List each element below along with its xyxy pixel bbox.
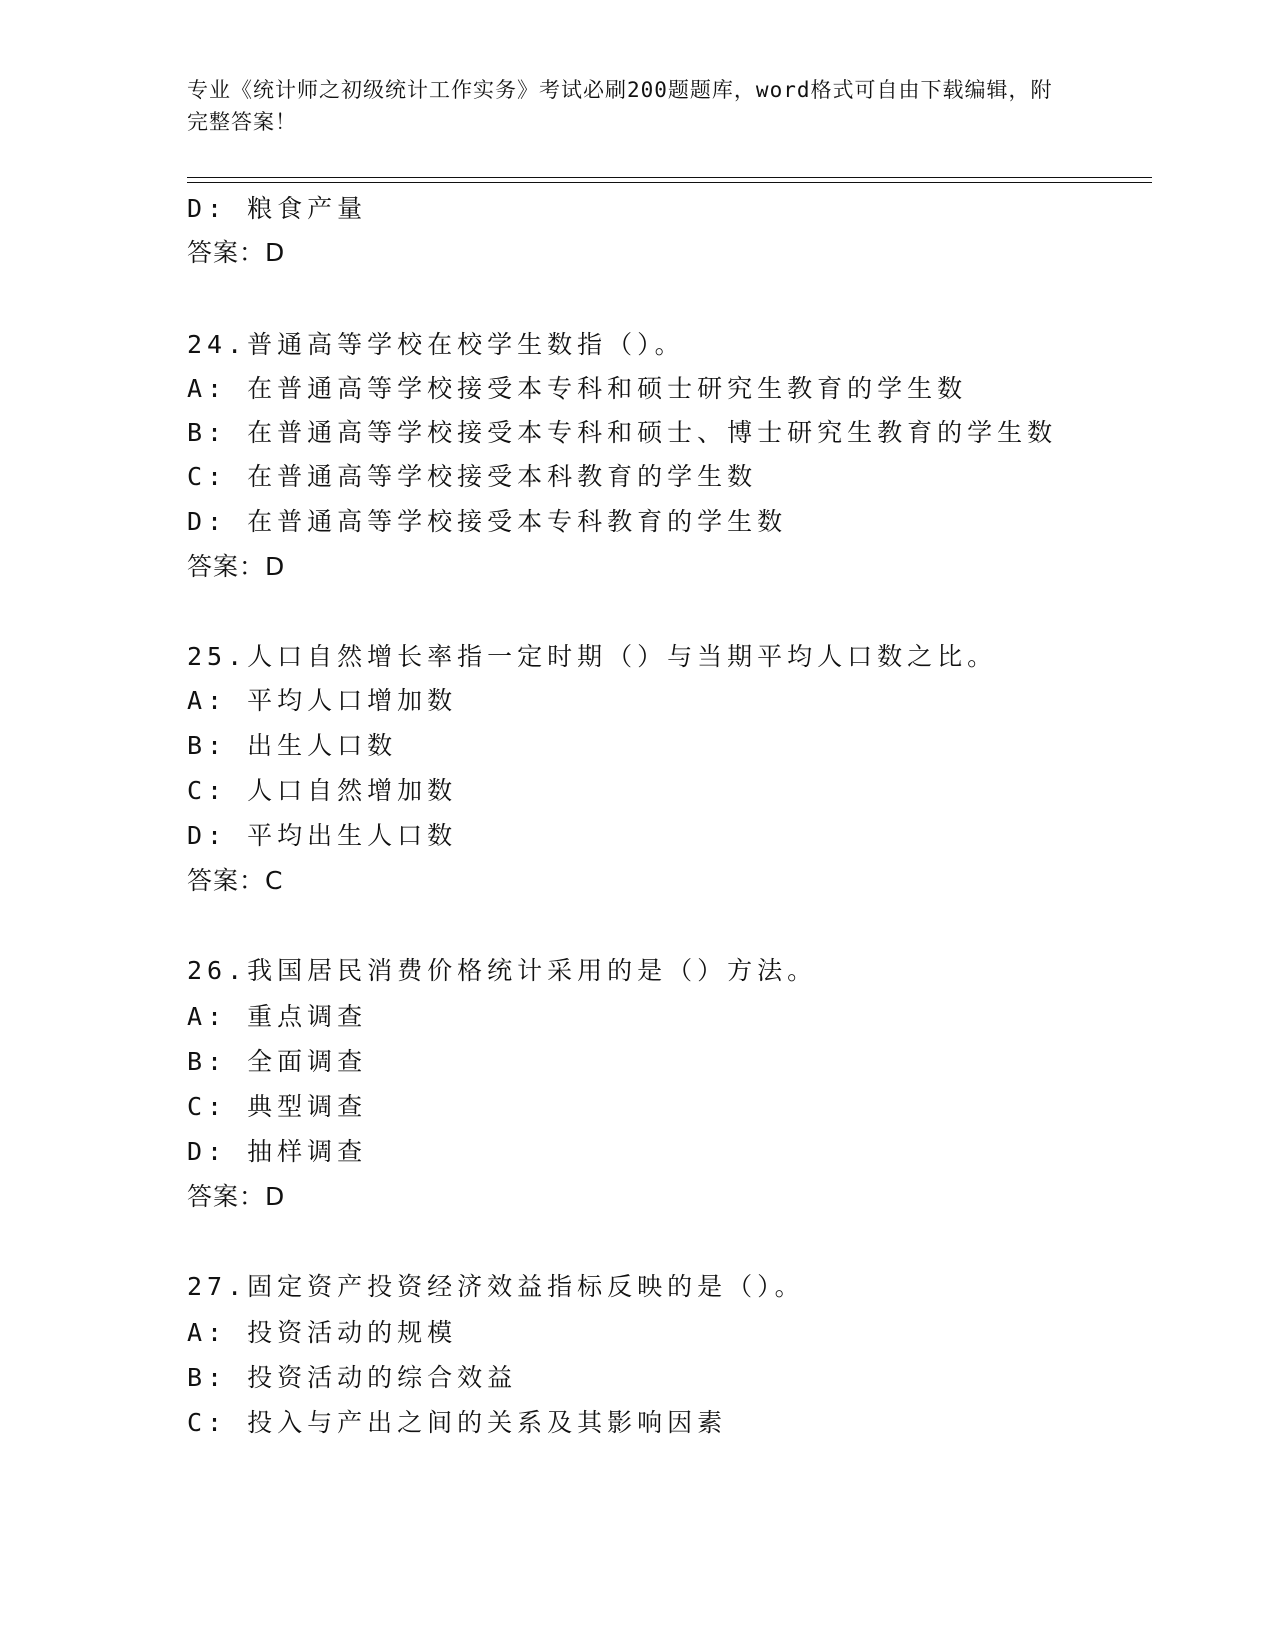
question-24-answer: 答案：D (187, 552, 286, 581)
question-26-answer: 答案：D (187, 1182, 286, 1211)
question-25-option-c: C: 人口自然增加数 (187, 776, 458, 805)
question-27-option-c: C: 投入与产出之间的关系及其影响因素 (187, 1408, 728, 1437)
question-26-option-c: C: 典型调查 (187, 1092, 368, 1121)
question-25-stem: 25.人口自然增长率指一定时期（）与当期平均人口数之比。 (187, 642, 998, 671)
question-24-option-c: C: 在普通高等学校接受本科教育的学生数 (187, 462, 758, 491)
question-26-option-d: D: 抽样调查 (187, 1137, 368, 1166)
question-27-option-b: B: 投资活动的综合效益 (187, 1363, 518, 1392)
question-27-option-a: A: 投资活动的规模 (187, 1318, 458, 1347)
question-25-option-b: B: 出生人口数 (187, 731, 398, 760)
prev-answer: 答案：D (187, 238, 286, 267)
question-26-option-a: A: 重点调查 (187, 1002, 368, 1031)
question-24-option-d: D: 在普通高等学校接受本专科教育的学生数 (187, 507, 788, 536)
question-24-stem: 24.普通高等学校在校学生数指（）。 (187, 330, 685, 359)
header-divider-top (187, 177, 1152, 178)
question-26-option-b: B: 全面调查 (187, 1047, 368, 1076)
page-header: 专业《统计师之初级统计工作实务》考试必刷200题题库，word格式可自由下载编辑，附完整答案！ (187, 78, 1053, 134)
question-27-stem: 27.固定资产投资经济效益指标反映的是（）。 (187, 1272, 805, 1301)
question-24-option-b: B: 在普通高等学校接受本专科和硕士、博士研究生教育的学生数 (187, 418, 1058, 447)
question-25-option-a: A: 平均人口增加数 (187, 686, 458, 715)
question-25-answer: 答案：C (187, 866, 284, 895)
header-divider-bottom (187, 182, 1152, 183)
question-26-stem: 26.我国居民消费价格统计采用的是（）方法。 (187, 956, 818, 985)
question-25-option-d: D: 平均出生人口数 (187, 821, 458, 850)
prev-option-d: D: 粮食产量 (187, 194, 368, 223)
question-24-option-a: A: 在普通高等学校接受本专科和硕士研究生教育的学生数 (187, 374, 968, 403)
